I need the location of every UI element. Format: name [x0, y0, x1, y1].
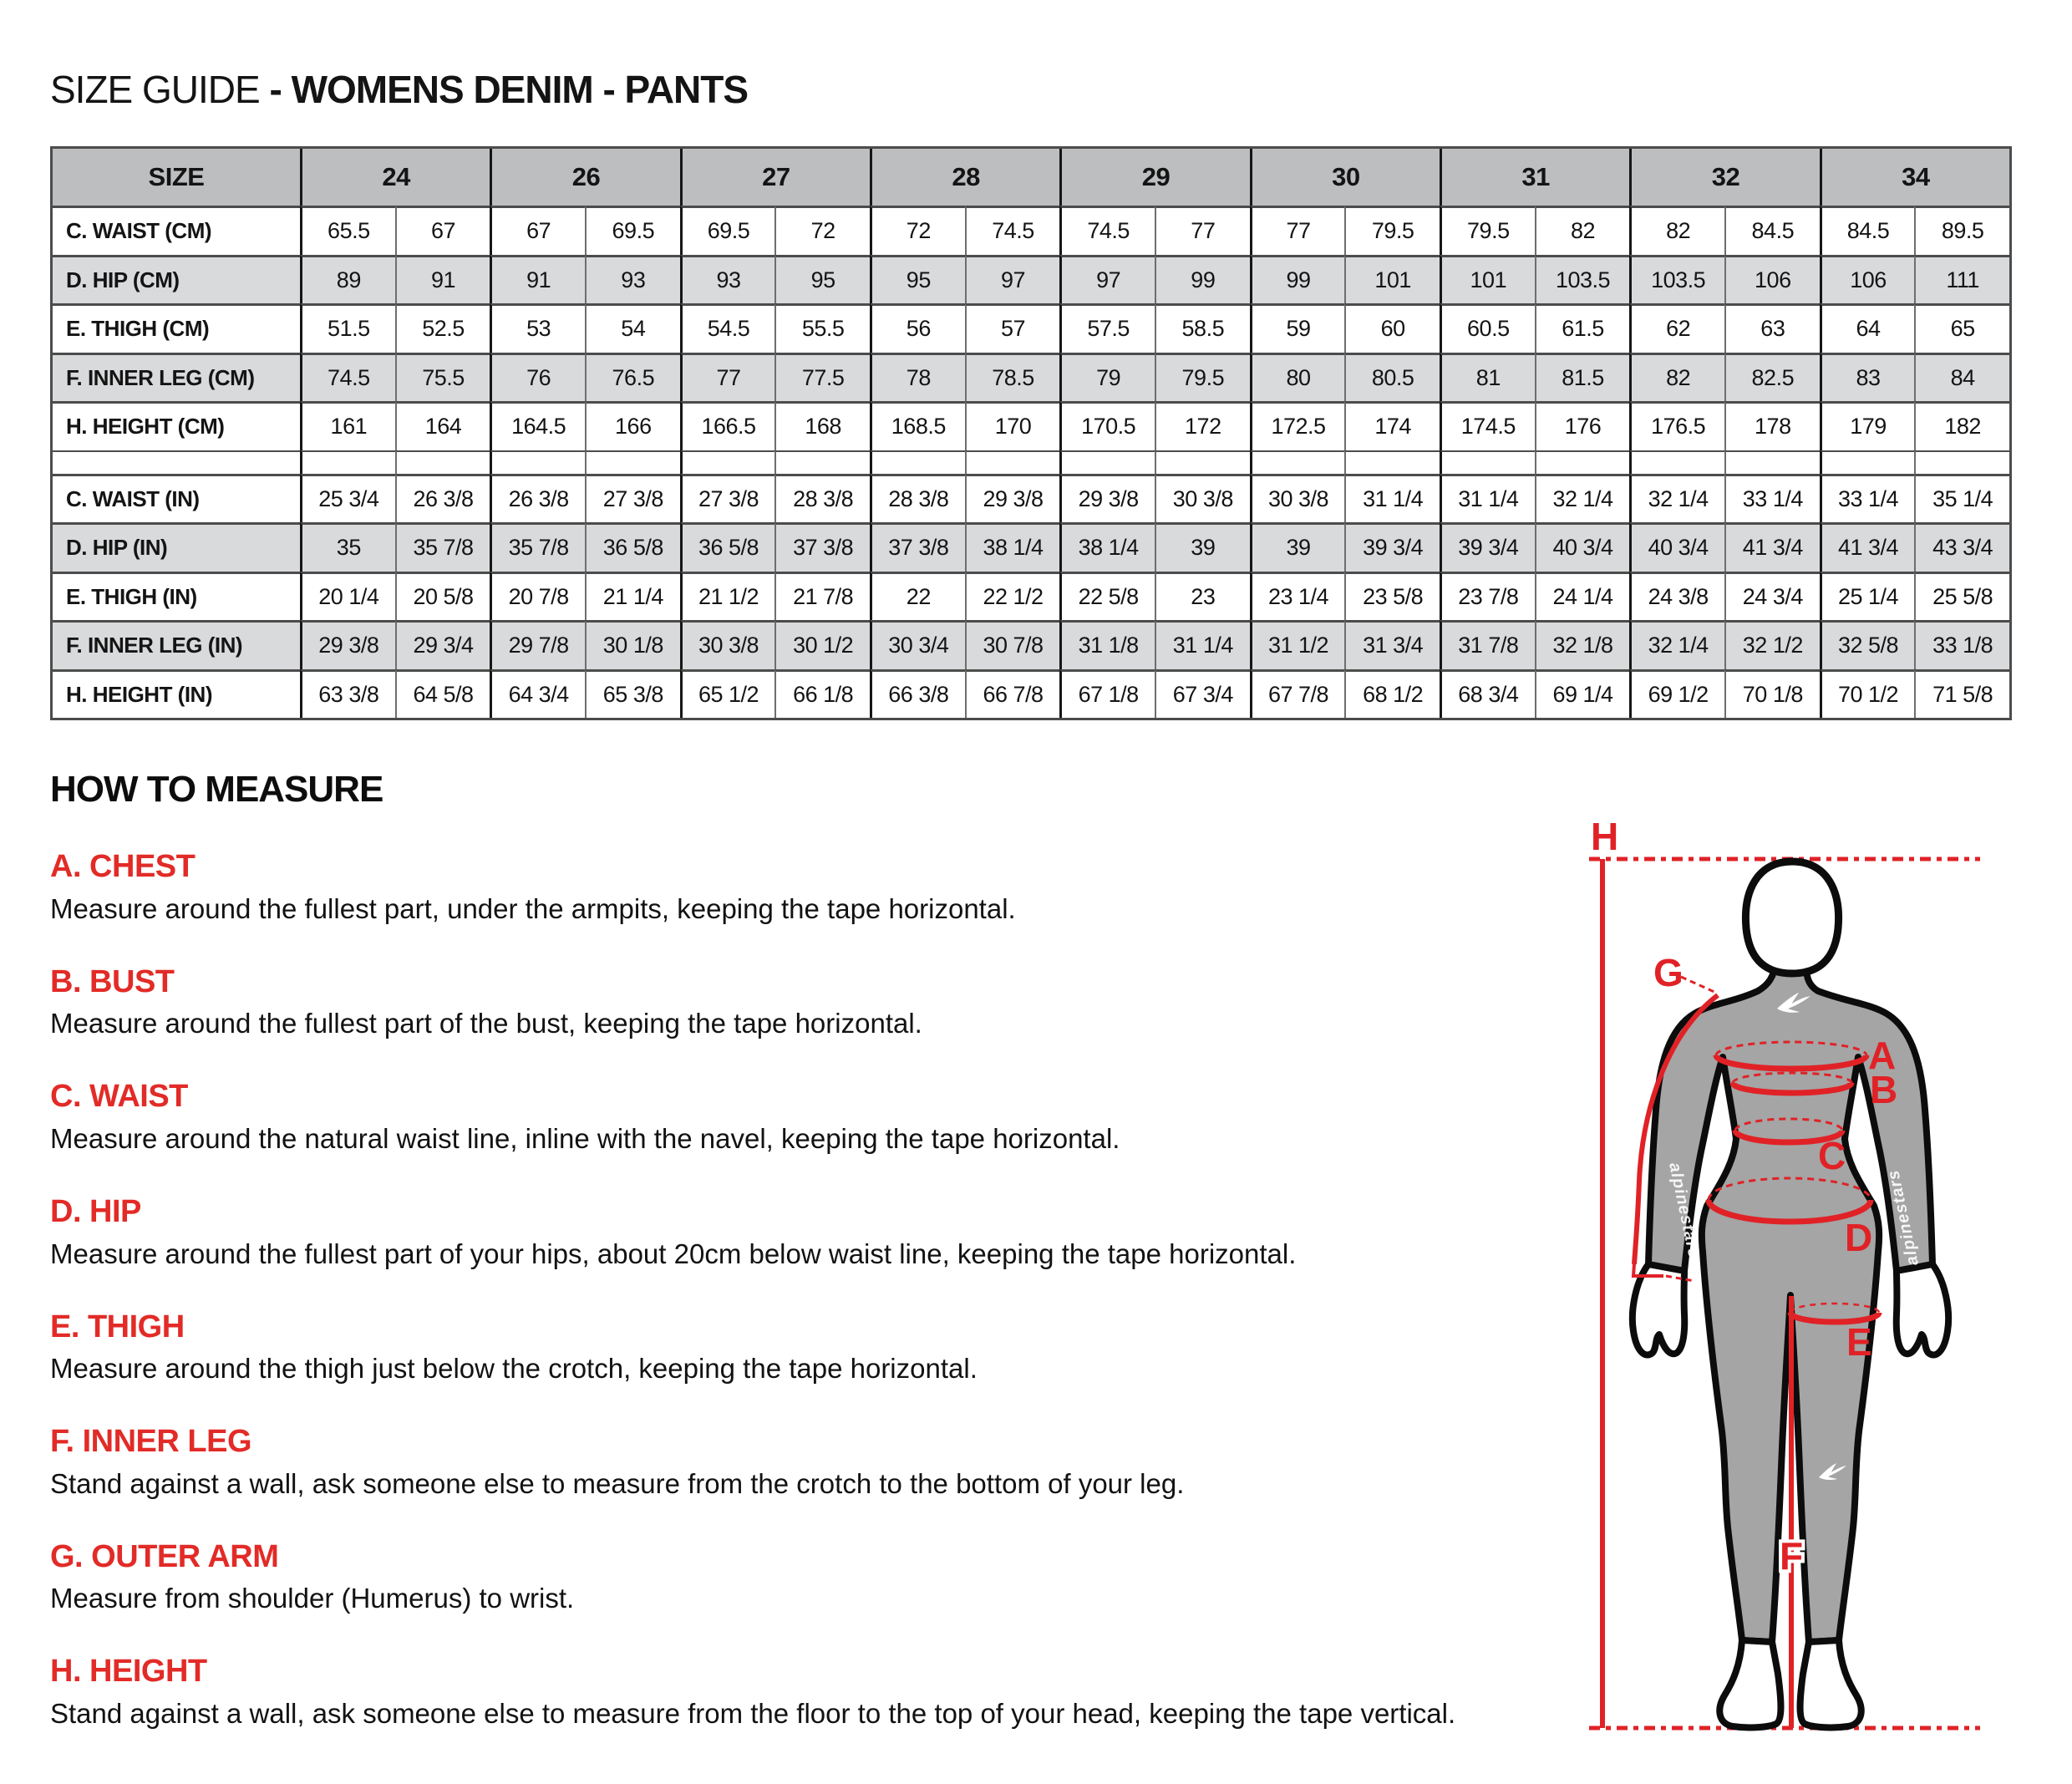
table-cell: 82 — [1629, 353, 1724, 402]
table-cell: 78.5 — [965, 353, 1060, 402]
table-cell: 29 3/4 — [395, 620, 490, 669]
table-cell: 24 3/8 — [1629, 572, 1724, 621]
table-cell: 106 — [1724, 255, 1820, 304]
table-cell: 74.5 — [965, 206, 1060, 255]
gap-cell — [680, 450, 775, 474]
row-label: E. THIGH (IN) — [53, 572, 300, 621]
table-cell: 55.5 — [774, 303, 870, 353]
gap-cell — [53, 450, 300, 474]
measure-heading-hip: D. HIP — [50, 1193, 141, 1229]
measure-section-inner-leg — [50, 1424, 1562, 1501]
figure-label-e: E — [1846, 1320, 1872, 1364]
table-cell: 170 — [965, 401, 1060, 450]
table-cell: 93 — [680, 255, 775, 304]
table-cell: 51.5 — [300, 303, 395, 353]
gap-cell — [1059, 450, 1155, 474]
table-cell: 20 7/8 — [490, 572, 585, 621]
figure-label-f: F — [1779, 1534, 1804, 1578]
table-cell: 24 3/4 — [1724, 572, 1820, 621]
gap-cell — [1344, 450, 1440, 474]
measure-section-outer-arm — [50, 1539, 1562, 1616]
table-cell: 25 3/4 — [300, 474, 395, 523]
table-cell: 33 1/4 — [1724, 474, 1820, 523]
measure-heading-chest: A. CHEST — [50, 849, 196, 884]
page-title — [50, 67, 748, 112]
measure-heading-bust: B. BUST — [50, 963, 175, 999]
table-cell: 179 — [1820, 401, 1915, 450]
row-label: H. HEIGHT (CM) — [53, 401, 300, 450]
table-cell: 79 — [1059, 353, 1155, 402]
table-cell: 65 — [1914, 303, 2009, 353]
table-cell: 57 — [965, 303, 1060, 353]
table-cell: 41 3/4 — [1724, 522, 1820, 572]
table-cell: 29 7/8 — [490, 620, 585, 669]
table-cell: 59 — [1250, 303, 1345, 353]
table-cell: 166 — [585, 401, 680, 450]
table-cell: 81.5 — [1535, 353, 1630, 402]
table-cell: 67 3/4 — [1155, 669, 1250, 719]
table-cell: 78 — [870, 353, 965, 402]
size-column-header: 32 — [1629, 149, 1819, 206]
gap-cell — [300, 450, 395, 474]
table-cell: 30 1/2 — [774, 620, 870, 669]
table-cell: 28 3/8 — [870, 474, 965, 523]
measure-body-waist: Measure around the natural waist line, inline with the navel, keeping the tape horizontal. — [50, 1122, 1120, 1154]
table-cell: 168 — [774, 401, 870, 450]
gap-cell — [1629, 450, 1724, 474]
row-label: H. HEIGHT (IN) — [53, 669, 300, 719]
table-cell: 164 — [395, 401, 490, 450]
table-cell: 63 3/8 — [300, 669, 395, 719]
table-cell: 52.5 — [395, 303, 490, 353]
table-cell: 76 — [490, 353, 585, 402]
table-cell: 166.5 — [680, 401, 775, 450]
row-label: E. THIGH (CM) — [53, 303, 300, 353]
table-cell: 30 3/4 — [870, 620, 965, 669]
gap-cell — [1250, 450, 1345, 474]
table-cell: 54.5 — [680, 303, 775, 353]
table-cell: 97 — [965, 255, 1060, 304]
table-cell: 43 3/4 — [1914, 522, 2009, 572]
table-cell: 31 3/4 — [1344, 620, 1440, 669]
table-cell: 80 — [1250, 353, 1345, 402]
table-cell: 32 1/4 — [1535, 474, 1630, 523]
table-cell: 24 1/4 — [1535, 572, 1630, 621]
table-cell: 29 3/8 — [1059, 474, 1155, 523]
table-cell: 40 3/4 — [1629, 522, 1724, 572]
table-cell: 68 3/4 — [1440, 669, 1535, 719]
table-cell: 21 7/8 — [774, 572, 870, 621]
table-cell: 79.5 — [1440, 206, 1535, 255]
size-column-header: 28 — [870, 149, 1059, 206]
table-cell: 178 — [1724, 401, 1820, 450]
table-cell: 32 1/2 — [1724, 620, 1820, 669]
table-cell: 176.5 — [1629, 401, 1724, 450]
table-cell: 39 — [1155, 522, 1250, 572]
table-cell: 106 — [1820, 255, 1915, 304]
measurement-figure-svg — [1569, 813, 2007, 1784]
table-cell: 35 — [300, 522, 395, 572]
gap-cell — [585, 450, 680, 474]
size-column-header: 31 — [1440, 149, 1629, 206]
table-cell: 26 3/8 — [490, 474, 585, 523]
figure-label-g: G — [1653, 951, 1684, 994]
table-cell: 30 3/8 — [1250, 474, 1345, 523]
figure-label-h: H — [1591, 815, 1619, 858]
table-cell: 79.5 — [1344, 206, 1440, 255]
table-cell: 84 — [1914, 353, 2009, 402]
table-cell: 69 1/4 — [1535, 669, 1630, 719]
figure-label-d: D — [1845, 1216, 1873, 1259]
figure-label-a: A — [1868, 1034, 1897, 1077]
table-cell: 33 1/8 — [1914, 620, 2009, 669]
measure-heading-inner-leg: F. INNER LEG — [50, 1424, 252, 1460]
how-to-measure-heading: HOW TO MEASURE — [50, 769, 383, 810]
right-hand — [1897, 1264, 1948, 1355]
table-cell: 75.5 — [395, 353, 490, 402]
size-column-header: 29 — [1059, 149, 1249, 206]
table-cell: 33 1/4 — [1820, 474, 1915, 523]
table-cell: 20 1/4 — [300, 572, 395, 621]
gap-cell — [1535, 450, 1630, 474]
table-cell: 161 — [300, 401, 395, 450]
measure-body-height: Stand against a wall, ask someone else to measure from the floor to the top of your head, keeping the tape vertical. — [50, 1698, 1456, 1730]
table-cell: 21 1/4 — [585, 572, 680, 621]
table-cell: 37 3/8 — [870, 522, 965, 572]
table-cell: 101 — [1344, 255, 1440, 304]
size-column-header: 34 — [1820, 149, 2009, 206]
table-cell: 27 3/8 — [585, 474, 680, 523]
gap-cell — [965, 450, 1060, 474]
table-cell: 54 — [585, 303, 680, 353]
table-cell: 164.5 — [490, 401, 585, 450]
table-cell: 66 1/8 — [774, 669, 870, 719]
table-cell: 27 3/8 — [680, 474, 775, 523]
table-cell: 23 1/4 — [1250, 572, 1345, 621]
table-cell: 76.5 — [585, 353, 680, 402]
table-cell: 97 — [1059, 255, 1155, 304]
table-cell: 37 3/8 — [774, 522, 870, 572]
table-cell: 60.5 — [1440, 303, 1535, 353]
measure-body-inner-leg: Stand against a wall, ask someone else to measure from the crotch to the bottom of your leg. — [50, 1467, 1185, 1499]
table-cell: 89 — [300, 255, 395, 304]
head — [1745, 862, 1838, 973]
table-cell: 31 7/8 — [1440, 620, 1535, 669]
table-cell: 66 3/8 — [870, 669, 965, 719]
table-cell: 38 1/4 — [1059, 522, 1155, 572]
table-cell: 77 — [1250, 206, 1345, 255]
table-cell: 63 — [1724, 303, 1820, 353]
table-cell: 70 1/8 — [1724, 669, 1820, 719]
table-cell: 62 — [1629, 303, 1724, 353]
measure-section-chest — [50, 849, 1562, 926]
size-column-header: 26 — [490, 149, 679, 206]
table-cell: 72 — [774, 206, 870, 255]
table-cell: 60 — [1344, 303, 1440, 353]
left-foot — [1719, 1640, 1780, 1727]
table-cell: 82 — [1629, 206, 1724, 255]
measure-body-bust: Measure around the fullest part of the bust, keeping the tape horizontal. — [50, 1008, 922, 1039]
table-cell: 91 — [395, 255, 490, 304]
table-cell: 67 — [490, 206, 585, 255]
table-cell: 35 7/8 — [395, 522, 490, 572]
table-cell: 32 1/4 — [1629, 620, 1724, 669]
table-cell: 41 3/4 — [1820, 522, 1915, 572]
table-cell: 39 3/4 — [1440, 522, 1535, 572]
table-cell: 69.5 — [585, 206, 680, 255]
measure-body-thigh: Measure around the thigh just below the crotch, keeping the tape horizontal. — [50, 1353, 978, 1385]
gap-cell — [1820, 450, 1915, 474]
size-column-header: 27 — [680, 149, 870, 206]
page-title-light: SIZE GUIDE — [50, 68, 270, 111]
table-cell: 39 3/4 — [1344, 522, 1440, 572]
row-label: D. HIP (CM) — [53, 255, 300, 304]
row-label: F. INNER LEG (IN) — [53, 620, 300, 669]
table-cell: 26 3/8 — [395, 474, 490, 523]
table-cell: 69 1/2 — [1629, 669, 1724, 719]
table-cell: 82.5 — [1724, 353, 1820, 402]
table-cell: 71 5/8 — [1914, 669, 2009, 719]
table-cell: 67 — [395, 206, 490, 255]
table-cell: 35 7/8 — [490, 522, 585, 572]
table-cell: 99 — [1250, 255, 1345, 304]
table-cell: 32 1/4 — [1629, 474, 1724, 523]
table-cell: 28 3/8 — [774, 474, 870, 523]
row-label: C. WAIST (IN) — [53, 474, 300, 523]
table-cell: 22 1/2 — [965, 572, 1060, 621]
table-cell: 21 1/2 — [680, 572, 775, 621]
gap-cell — [1440, 450, 1535, 474]
table-cell: 65 1/2 — [680, 669, 775, 719]
table-cell: 99 — [1155, 255, 1250, 304]
measure-section-hip — [50, 1194, 1562, 1271]
table-cell: 20 5/8 — [395, 572, 490, 621]
measure-body-outer-arm: Measure from shoulder (Humerus) to wrist. — [50, 1583, 575, 1614]
table-cell: 172.5 — [1250, 401, 1345, 450]
table-cell: 93 — [585, 255, 680, 304]
table-cell: 58.5 — [1155, 303, 1250, 353]
table-cell: 77 — [680, 353, 775, 402]
table-cell: 64 3/4 — [490, 669, 585, 719]
table-cell: 103.5 — [1535, 255, 1630, 304]
table-cell: 31 1/4 — [1440, 474, 1535, 523]
measure-section-bust — [50, 964, 1562, 1041]
table-cell: 36 5/8 — [680, 522, 775, 572]
table-cell: 103.5 — [1629, 255, 1724, 304]
size-column-header: 24 — [300, 149, 490, 206]
table-cell: 174 — [1344, 401, 1440, 450]
table-cell: 23 5/8 — [1344, 572, 1440, 621]
table-cell: 40 3/4 — [1535, 522, 1630, 572]
table-cell: 68 1/2 — [1344, 669, 1440, 719]
gap-cell — [490, 450, 585, 474]
table-cell: 23 — [1155, 572, 1250, 621]
gap-cell — [1155, 450, 1250, 474]
measurement-figure — [1569, 813, 2007, 1784]
table-cell: 22 — [870, 572, 965, 621]
table-cell: 182 — [1914, 401, 2009, 450]
table-cell: 64 — [1820, 303, 1915, 353]
table-cell: 69.5 — [680, 206, 775, 255]
table-cell: 83 — [1820, 353, 1915, 402]
table-cell: 66 7/8 — [965, 669, 1060, 719]
table-cell: 95 — [774, 255, 870, 304]
measure-heading-height: H. HEIGHT — [50, 1654, 207, 1690]
table-cell: 30 3/8 — [1155, 474, 1250, 523]
table-cell: 57.5 — [1059, 303, 1155, 353]
table-cell: 30 1/8 — [585, 620, 680, 669]
row-label: D. HIP (IN) — [53, 522, 300, 572]
size-table-corner-label: SIZE — [53, 149, 300, 206]
gap-cell — [1914, 450, 2009, 474]
table-cell: 32 1/8 — [1535, 620, 1630, 669]
figure-label-b: B — [1870, 1068, 1898, 1111]
table-cell: 79.5 — [1155, 353, 1250, 402]
table-cell: 80.5 — [1344, 353, 1440, 402]
table-cell: 31 1/4 — [1344, 474, 1440, 523]
right-foot — [1800, 1640, 1861, 1727]
table-cell: 64 5/8 — [395, 669, 490, 719]
table-cell: 84.5 — [1724, 206, 1820, 255]
table-cell: 101 — [1440, 255, 1535, 304]
size-table — [50, 146, 2012, 720]
table-cell: 29 3/8 — [300, 620, 395, 669]
table-cell: 91 — [490, 255, 585, 304]
table-cell: 74.5 — [300, 353, 395, 402]
table-cell: 84.5 — [1820, 206, 1915, 255]
table-cell: 30 3/8 — [680, 620, 775, 669]
measure-section-thigh — [50, 1309, 1562, 1386]
table-cell: 36 5/8 — [585, 522, 680, 572]
page-title-bold: - WOMENS DENIM - PANTS — [269, 68, 749, 111]
measure-heading-thigh: E. THIGH — [50, 1309, 185, 1344]
gap-cell — [395, 450, 490, 474]
measure-body-hip: Measure around the fullest part of your hips, about 20cm below waist line, keeping the tape horizontal. — [50, 1238, 1297, 1269]
table-cell: 174.5 — [1440, 401, 1535, 450]
table-cell: 168.5 — [870, 401, 965, 450]
table-cell: 32 5/8 — [1820, 620, 1915, 669]
measure-heading-outer-arm: G. OUTER ARM — [50, 1538, 279, 1574]
gap-cell — [1724, 450, 1820, 474]
table-cell: 29 3/8 — [965, 474, 1060, 523]
table-cell: 67 7/8 — [1250, 669, 1345, 719]
figure-label-c: C — [1818, 1134, 1846, 1177]
table-cell: 176 — [1535, 401, 1630, 450]
table-cell: 72 — [870, 206, 965, 255]
table-cell: 74.5 — [1059, 206, 1155, 255]
table-cell: 67 1/8 — [1059, 669, 1155, 719]
measure-heading-waist: C. WAIST — [50, 1079, 188, 1115]
table-cell: 70 1/2 — [1820, 669, 1915, 719]
table-cell: 31 1/4 — [1155, 620, 1250, 669]
table-cell: 172 — [1155, 401, 1250, 450]
measure-body-chest: Measure around the fullest part, under the armpits, keeping the tape horizontal. — [50, 892, 1016, 924]
gap-cell — [774, 450, 870, 474]
table-cell: 25 5/8 — [1914, 572, 2009, 621]
table-cell: 39 — [1250, 522, 1345, 572]
table-cell: 65 3/8 — [585, 669, 680, 719]
size-column-header: 30 — [1250, 149, 1440, 206]
table-cell: 22 5/8 — [1059, 572, 1155, 621]
table-cell: 38 1/4 — [965, 522, 1060, 572]
table-cell: 89.5 — [1914, 206, 2009, 255]
table-cell: 170.5 — [1059, 401, 1155, 450]
alpinestars-right-arm-text: alpinestars — [1884, 1167, 1922, 1268]
table-cell: 65.5 — [300, 206, 395, 255]
measure-section-height — [50, 1654, 1562, 1731]
table-cell: 23 7/8 — [1440, 572, 1535, 621]
how-to-measure-section — [50, 769, 1562, 1731]
table-cell: 61.5 — [1535, 303, 1630, 353]
gap-cell — [870, 450, 965, 474]
table-cell: 25 1/4 — [1820, 572, 1915, 621]
table-cell: 77 — [1155, 206, 1250, 255]
table-cell: 95 — [870, 255, 965, 304]
table-cell: 81 — [1440, 353, 1535, 402]
table-cell: 82 — [1535, 206, 1630, 255]
row-label: C. WAIST (CM) — [53, 206, 300, 255]
table-cell: 111 — [1914, 255, 2009, 304]
table-cell: 53 — [490, 303, 585, 353]
row-label: F. INNER LEG (CM) — [53, 353, 300, 402]
table-cell: 31 1/8 — [1059, 620, 1155, 669]
table-cell: 35 1/4 — [1914, 474, 2009, 523]
measure-section-waist — [50, 1079, 1562, 1156]
table-cell: 77.5 — [774, 353, 870, 402]
table-cell: 30 7/8 — [965, 620, 1060, 669]
table-cell: 56 — [870, 303, 965, 353]
table-cell: 31 1/2 — [1250, 620, 1345, 669]
alpinestars-left-arm-text: alpinestars — [1665, 1161, 1704, 1261]
